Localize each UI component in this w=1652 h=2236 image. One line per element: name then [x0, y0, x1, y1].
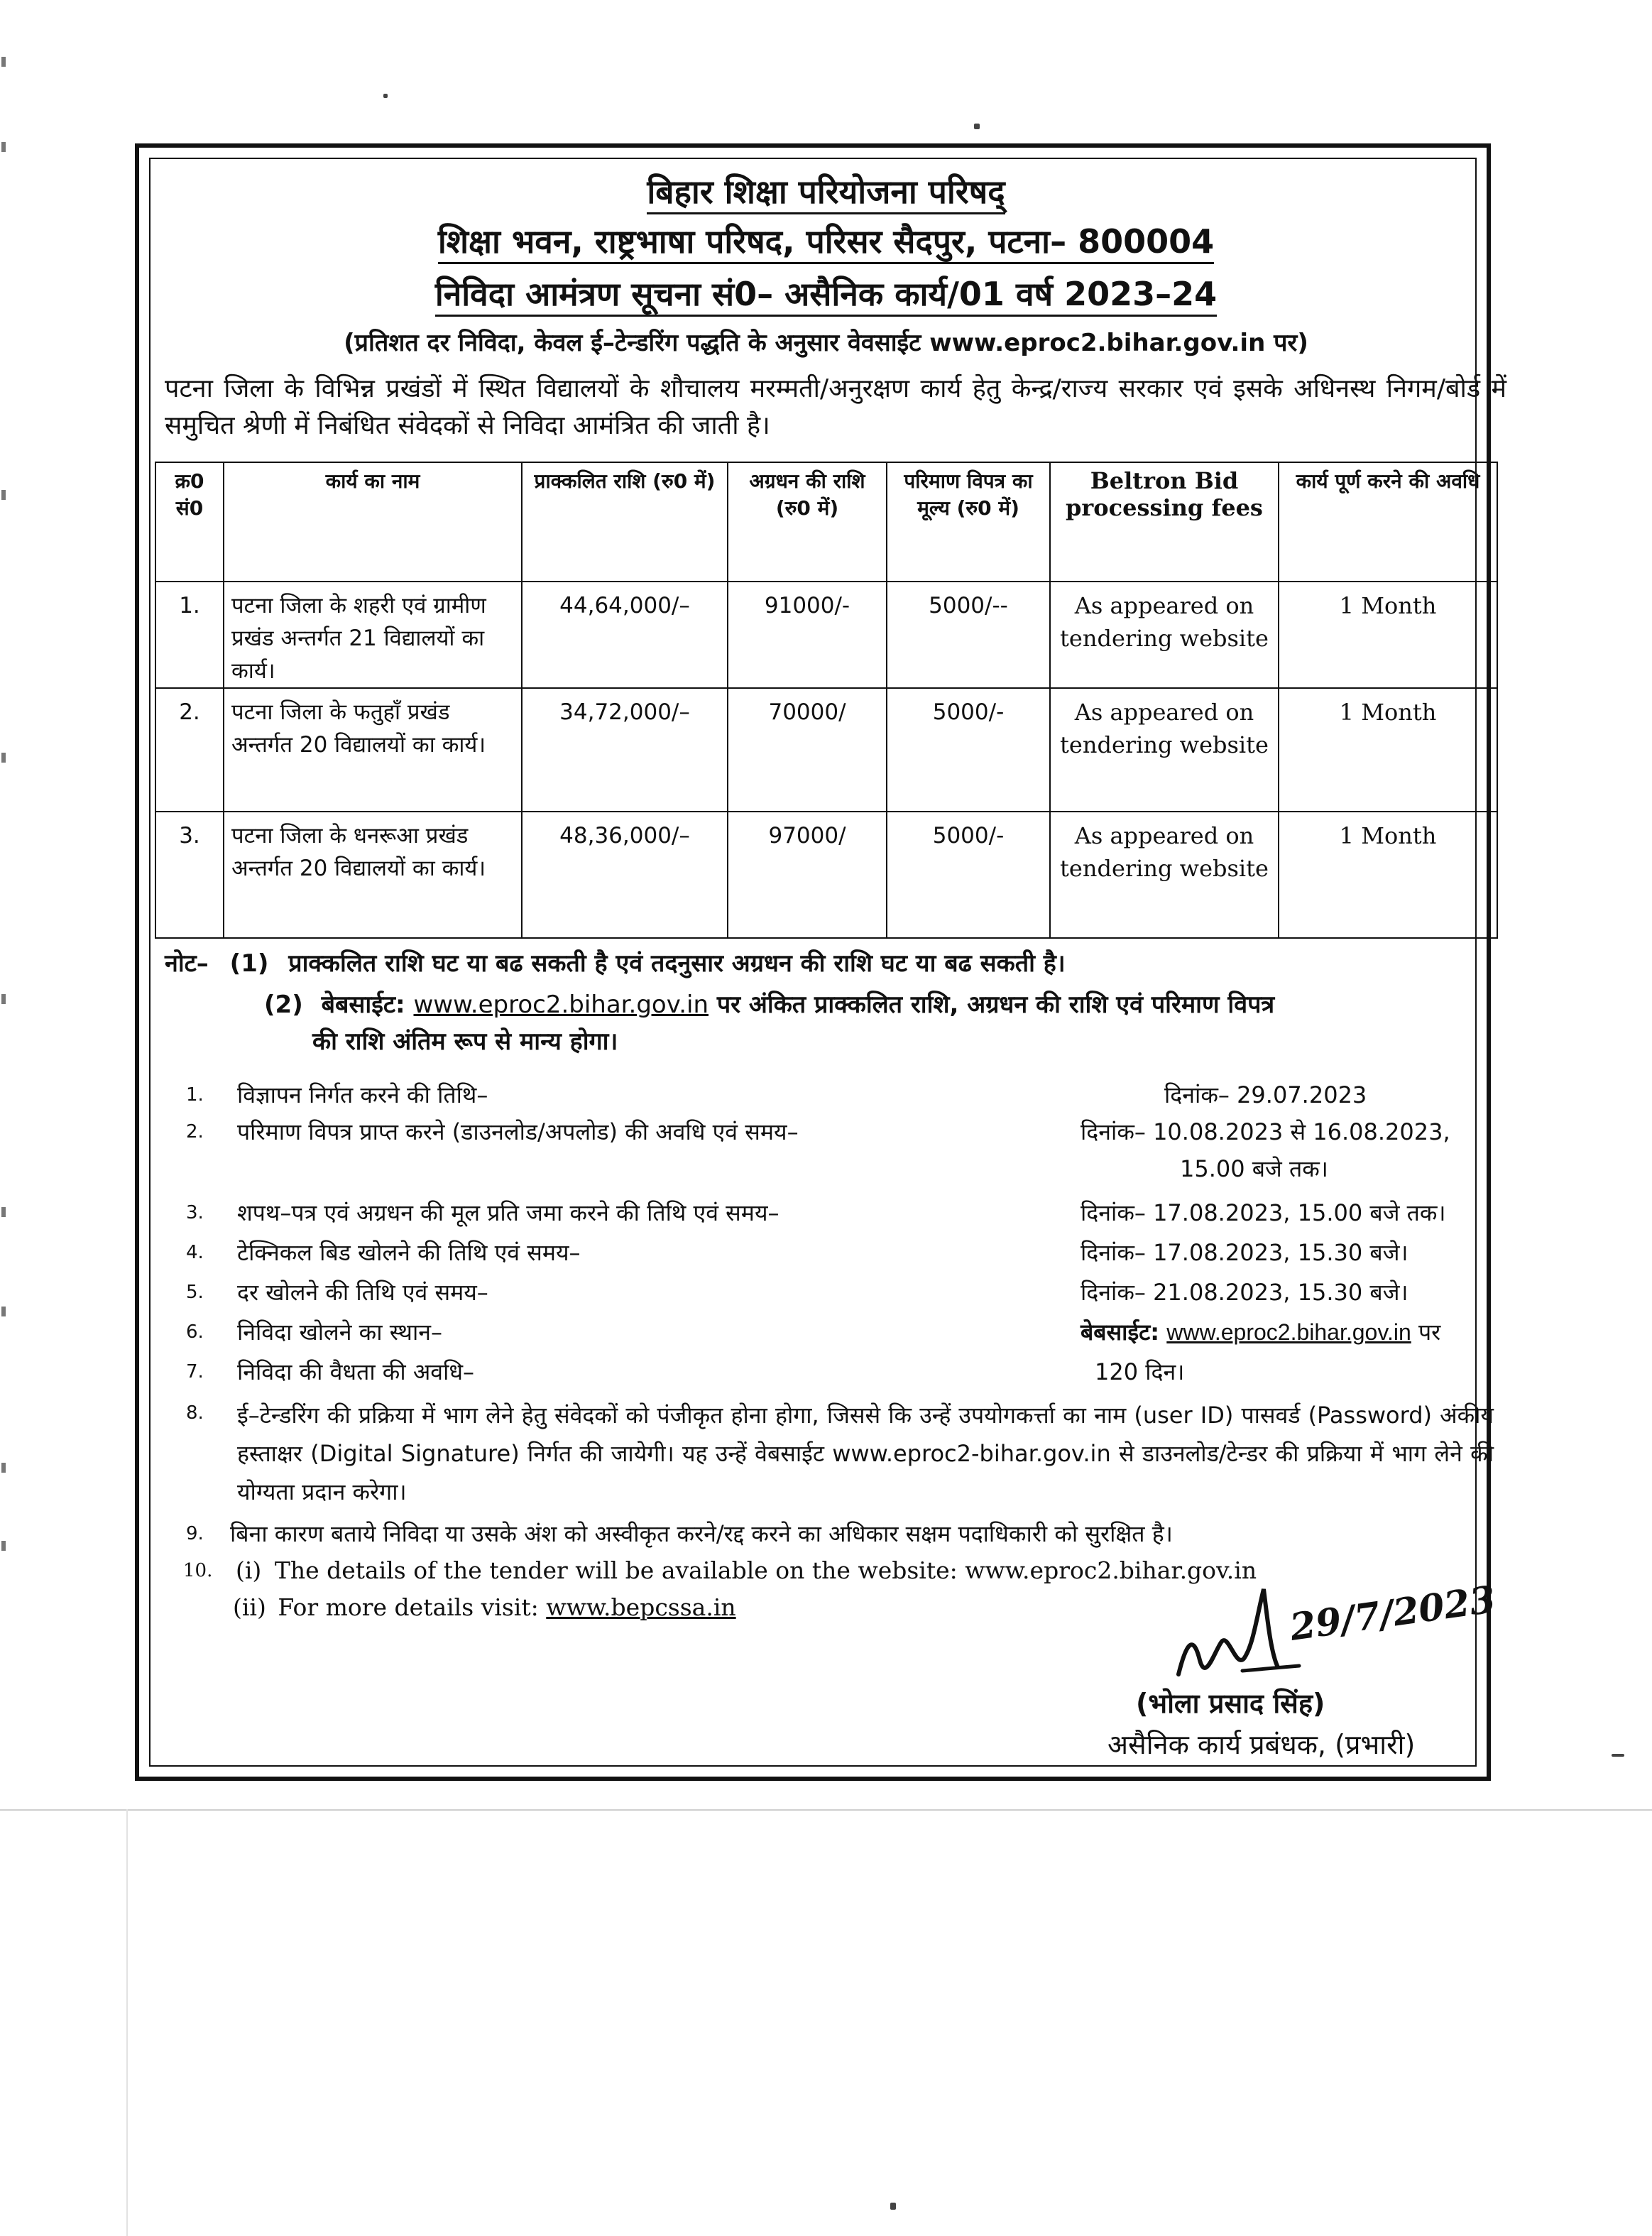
org-title: बिहार शिक्षा परियोजना परिषद् [0, 169, 1652, 213]
cell-estimated-cost: 48,36,000/– [522, 812, 728, 938]
cell-sn: 3. [155, 812, 224, 938]
table-row [155, 812, 1497, 938]
note-1 [165, 946, 1499, 981]
cell-beltron-fee: As appeared on tendering website [1050, 688, 1279, 812]
cell-estimated-cost: 34,72,000/– [522, 688, 728, 812]
table-row [155, 582, 1497, 688]
page-fold-line-vertical [126, 1809, 128, 2236]
note-2-pre: बेबसाईट: [321, 991, 405, 1019]
bepcssa-link[interactable]: www.bepcssa.in [546, 1593, 736, 1621]
col-header-bq-cost: परिमाण विपत्र का मूल्य (रु0 में) [887, 462, 1050, 582]
tender-site-link[interactable]: www.eproc2.bihar.gov.in [1166, 1319, 1411, 1345]
cell-emd: 97000/ [728, 812, 887, 938]
col-header-sn: क्र0 सं0 [155, 462, 224, 582]
note-2-link[interactable]: www.eproc2.bihar.gov.in [413, 991, 709, 1019]
cell-work-name: पटना जिला के शहरी एवं ग्रामीण प्रखंड अन्तर्गत 21 विद्यालयों का कार्य। [224, 582, 522, 688]
cell-work-name: पटना जिला के फतुहाँ प्रखंड अन्तर्गत 20 विद्यालयों का कार्य। [224, 688, 522, 812]
cell-bq-cost: 5000/- [887, 812, 1050, 938]
page-fold-line [0, 1809, 1652, 1811]
scan-speck [1612, 1754, 1624, 1757]
cell-work-name: पटना जिला के धनरूआ प्रखंड अन्तर्गत 20 विद्यालयों का कार्य। [224, 812, 522, 938]
handwritten-signature [1164, 1575, 1499, 1696]
scan-speck [890, 2203, 896, 2210]
cell-period: 1 Month [1279, 688, 1497, 812]
table-header-row [155, 462, 1497, 582]
table-row [155, 688, 1497, 812]
signatory-designation: असैनिक कार्य प्रबंधक, (प्रभारी) [1107, 1729, 1416, 1760]
cell-emd: 70000/ [728, 688, 887, 812]
note-1-num: (1) [229, 949, 269, 978]
org-address: शिक्षा भवन, राष्ट्रभाषा परिषद, परिसर सैदपुर, पटना– 800004 [0, 219, 1652, 263]
col-header-beltron-fee: Beltron Bid processing fees [1050, 462, 1279, 582]
scan-speck [383, 94, 388, 98]
svg-text:29/7/2023: 29/7/2023 [1287, 1577, 1499, 1649]
notice-number: निविदा आमंत्रण सूचना सं0– असैनिक कार्य/01 वर्ष 2023–24 [0, 271, 1652, 315]
cell-period: 1 Month [1279, 582, 1497, 688]
note-2-post: पर अंकित प्राक्कलित राशि, अग्रधन की राशि एवं परिमाण विपत्र [716, 991, 1275, 1019]
col-header-work-name: कार्य का नाम [224, 462, 522, 582]
note-prefix: नोट– [165, 949, 209, 978]
cell-bq-cost: 5000/-- [887, 582, 1050, 688]
cell-period: 1 Month [1279, 812, 1497, 938]
note-2 [264, 987, 1499, 1022]
col-header-emd: अग्रधन की राशि (रु0 में) [728, 462, 887, 582]
cell-beltron-fee: As appeared on tendering website [1050, 582, 1279, 688]
works-table [155, 462, 1498, 939]
cell-estimated-cost: 44,64,000/– [522, 582, 728, 688]
scan-speck [974, 124, 980, 129]
cell-sn: 2. [155, 688, 224, 812]
note-2-line2: की राशि अंतिम रूप से मान्य होगा। [312, 1027, 618, 1056]
note-1-text: प्राक्कलित राशि घट या बढ सकती है एवं तदनुसार अग्रधन की राशि घट या बढ सकती है। [288, 949, 1066, 978]
intro-paragraph: पटना जिला के विभिन्न प्रखंडों में स्थित विद्यालयों के शौचालय मरम्मती/अनुरक्षण कार्य हेतु केन्द्र/राज्य सरकार एवं इसके अधिनस्थ निगम/बोर्ड में समुचित श्रेणी में निबंधित संवेदकों से निविदा आमंत्रित की जाती है। [165, 374, 1506, 440]
cell-bq-cost: 5000/- [887, 688, 1050, 812]
cell-sn: 1. [155, 582, 224, 688]
notice-subtitle: (प्रतिशत दर निविदा, केवल ई–टेन्डरिंग पद्धति के अनुसार वेवसाईट www.eproc2.bihar.gov.in पर) [344, 329, 1308, 357]
col-header-estimated-cost: प्राक्कलित राशि (रु0 में) [522, 462, 728, 582]
cell-beltron-fee: As appeared on tendering website [1050, 812, 1279, 938]
col-header-period: कार्य पूर्ण करने की अवधि [1279, 462, 1497, 582]
signatory-name: (भोला प्रसाद सिंह) [1136, 1688, 1325, 1719]
cell-emd: 91000/- [728, 582, 887, 688]
note-2-num: (2) [264, 991, 303, 1019]
